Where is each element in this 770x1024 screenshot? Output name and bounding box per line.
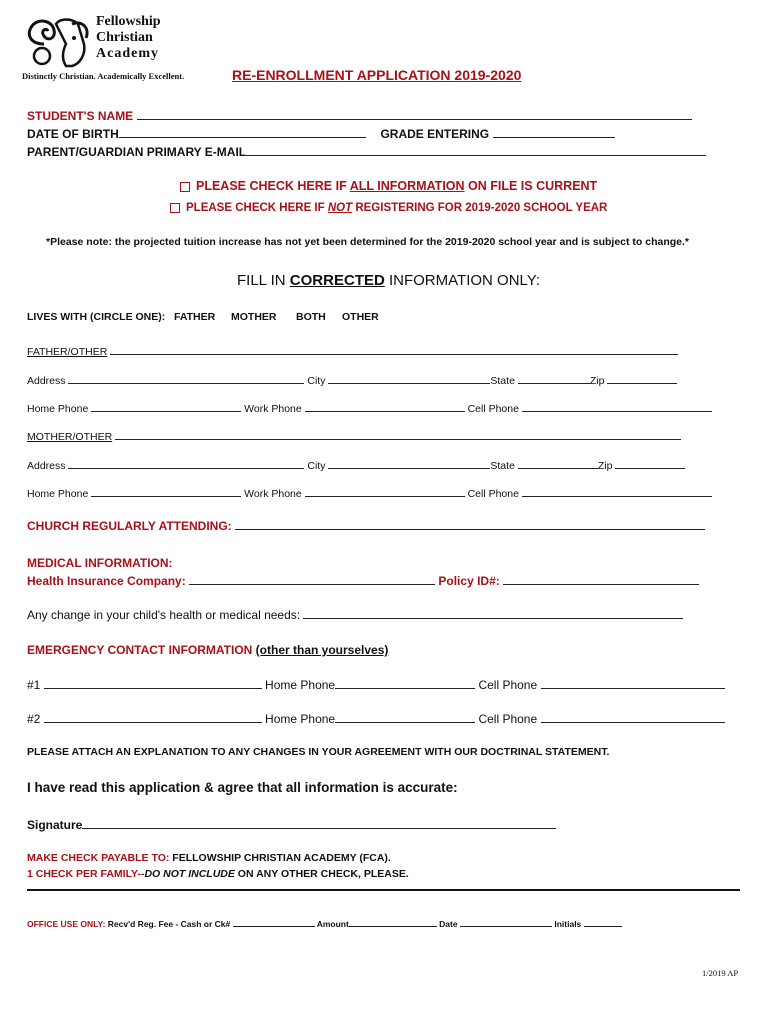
lives-with-father[interactable]: FATHER xyxy=(174,311,216,323)
lives-with-other[interactable]: OTHER xyxy=(342,311,379,323)
student-name-field[interactable] xyxy=(137,108,692,120)
father-state-field[interactable] xyxy=(518,372,590,384)
office-use-label: OFFICE USE ONLY: xyxy=(27,919,106,929)
father-city-field[interactable] xyxy=(328,372,490,384)
health-change-label: Any change in your child's health or medical needs: xyxy=(27,608,301,622)
check-not-registering-row[interactable]: PLEASE CHECK HERE IF NOT REGISTERING FOR 2019-2020 SCHOOL YEAR xyxy=(170,202,607,214)
logo-tagline: Distinctly Christian. Academically Excellent. xyxy=(22,71,185,81)
payment-line-1: MAKE CHECK PAYABLE TO: FELLOWSHIP CHRISTIAN ACADEMY (FCA). xyxy=(27,852,391,864)
lives-with-mother[interactable]: MOTHER xyxy=(231,311,277,323)
emergency-1-home-phone-field[interactable] xyxy=(335,677,475,689)
church-field[interactable] xyxy=(235,518,705,530)
grade-field[interactable] xyxy=(493,126,615,138)
logo-name-line1: Fellowship xyxy=(96,14,161,29)
mother-home-phone-field[interactable] xyxy=(91,485,241,497)
emergency-1-cell-phone-field[interactable] xyxy=(541,677,725,689)
form-version: 1/2019 AP xyxy=(702,968,739,978)
insurance-field[interactable] xyxy=(189,573,435,585)
mother-city-field[interactable] xyxy=(328,457,490,469)
father-cell-phone-field[interactable] xyxy=(522,400,712,412)
father-name-row xyxy=(27,343,678,358)
emergency-1-name-field[interactable] xyxy=(44,677,262,689)
signature-row xyxy=(27,817,556,832)
email-field[interactable] xyxy=(246,144,706,156)
emergency-heading: EMERGENCY CONTACT INFORMATION (other than yourselves) xyxy=(27,643,389,657)
insurance-label: Health Insurance Company: xyxy=(27,574,186,588)
mother-state-field[interactable] xyxy=(518,457,598,469)
office-date-field[interactable] xyxy=(460,918,552,927)
father-label: FATHER/OTHER xyxy=(27,346,108,358)
dob-field[interactable] xyxy=(119,126,366,138)
logo xyxy=(22,14,185,81)
lives-with-both[interactable]: BOTH xyxy=(296,311,326,323)
policy-field[interactable] xyxy=(503,573,699,585)
church-row xyxy=(27,518,705,533)
dob-label: DATE OF BIRTH xyxy=(27,127,119,141)
health-change-row xyxy=(27,607,683,622)
tuition-note: *Please note: the projected tuition increase has not yet been determined for the 2019-2020 school year and is subject to change.* xyxy=(46,236,690,248)
emergency-row-1: #1 Home Phone Cell Phone xyxy=(27,677,725,692)
fill-in-heading: FILL IN CORRECTED INFORMATION ONLY: xyxy=(237,272,541,289)
lives-with-row xyxy=(27,311,165,323)
father-address-field[interactable] xyxy=(68,372,304,384)
mother-zip-field[interactable] xyxy=(615,457,685,469)
payment-line-2: 1 CHECK PER FAMILY--DO NOT INCLUDE ON ANY OTHER CHECK, PLEASE. xyxy=(27,868,409,880)
email-row xyxy=(27,144,706,159)
father-work-phone-field[interactable] xyxy=(305,400,465,412)
emergency-row-2: #2 Home Phone Cell Phone xyxy=(27,711,725,726)
father-home-phone-field[interactable] xyxy=(91,400,241,412)
policy-label: Policy ID#: xyxy=(438,574,500,588)
church-label: CHURCH REGULARLY ATTENDING: xyxy=(27,519,232,533)
signature-field[interactable] xyxy=(82,817,556,829)
mother-work-phone-field[interactable] xyxy=(305,485,465,497)
office-amount-field[interactable] xyxy=(349,918,437,927)
grade-label: GRADE ENTERING xyxy=(380,127,490,141)
doctrinal-note: PLEASE ATTACH AN EXPLANATION TO ANY CHANGES IN YOUR AGREEMENT WITH OUR DOCTRINAL STATEMENT. xyxy=(27,746,610,758)
checkbox-not-registering[interactable] xyxy=(170,203,180,213)
medical-heading: MEDICAL INFORMATION: xyxy=(27,556,173,570)
checkbox-current[interactable] xyxy=(180,182,190,192)
logo-name-line2: Christian xyxy=(96,30,153,45)
divider xyxy=(27,889,740,891)
logo-name-line3: Academy xyxy=(96,46,159,61)
check-current-row[interactable]: PLEASE CHECK HERE IF ALL INFORMATION ON FILE IS CURRENT xyxy=(180,179,597,193)
office-check-field[interactable] xyxy=(233,918,315,927)
emergency-2-cell-phone-field[interactable] xyxy=(541,711,725,723)
health-change-field[interactable] xyxy=(303,607,683,619)
mother-address-field[interactable] xyxy=(68,457,304,469)
mother-phone-row: Home Phone Work Phone Cell Phone xyxy=(27,485,712,500)
lives-with-label: LIVES WITH (CIRCLE ONE): xyxy=(27,311,166,323)
office-initials-field[interactable] xyxy=(584,918,622,927)
signature-label: Signature xyxy=(27,818,83,832)
father-phone-row: Home Phone Work Phone Cell Phone xyxy=(27,400,712,415)
ram-logo-icon xyxy=(22,14,94,68)
mother-name-field[interactable] xyxy=(115,428,681,440)
mother-cell-phone-field[interactable] xyxy=(522,485,712,497)
emergency-2-home-phone-field[interactable] xyxy=(335,711,475,723)
agreement-statement: I have read this application & agree that all information is accurate: xyxy=(27,780,458,795)
page-title: RE-ENROLLMENT APPLICATION 2019-2020 xyxy=(232,67,522,83)
insurance-row xyxy=(27,573,699,588)
father-zip-field[interactable] xyxy=(607,372,677,384)
mother-name-row xyxy=(27,428,681,443)
dob-row xyxy=(27,126,615,141)
student-name-row xyxy=(27,108,692,123)
student-name-label: STUDENT'S NAME xyxy=(27,109,134,123)
father-name-field[interactable] xyxy=(110,343,678,355)
father-address-row: Address City State Zip xyxy=(27,372,677,387)
mother-label: MOTHER/OTHER xyxy=(27,431,113,443)
mother-address-row: Address City State Zip xyxy=(27,457,685,472)
emergency-2-name-field[interactable] xyxy=(44,711,262,723)
office-use-row: OFFICE USE ONLY: Recv'd Reg. Fee - Cash or Ck# Amount Date Initials xyxy=(27,918,622,929)
email-label: PARENT/GUARDIAN PRIMARY E-MAIL xyxy=(27,145,247,159)
